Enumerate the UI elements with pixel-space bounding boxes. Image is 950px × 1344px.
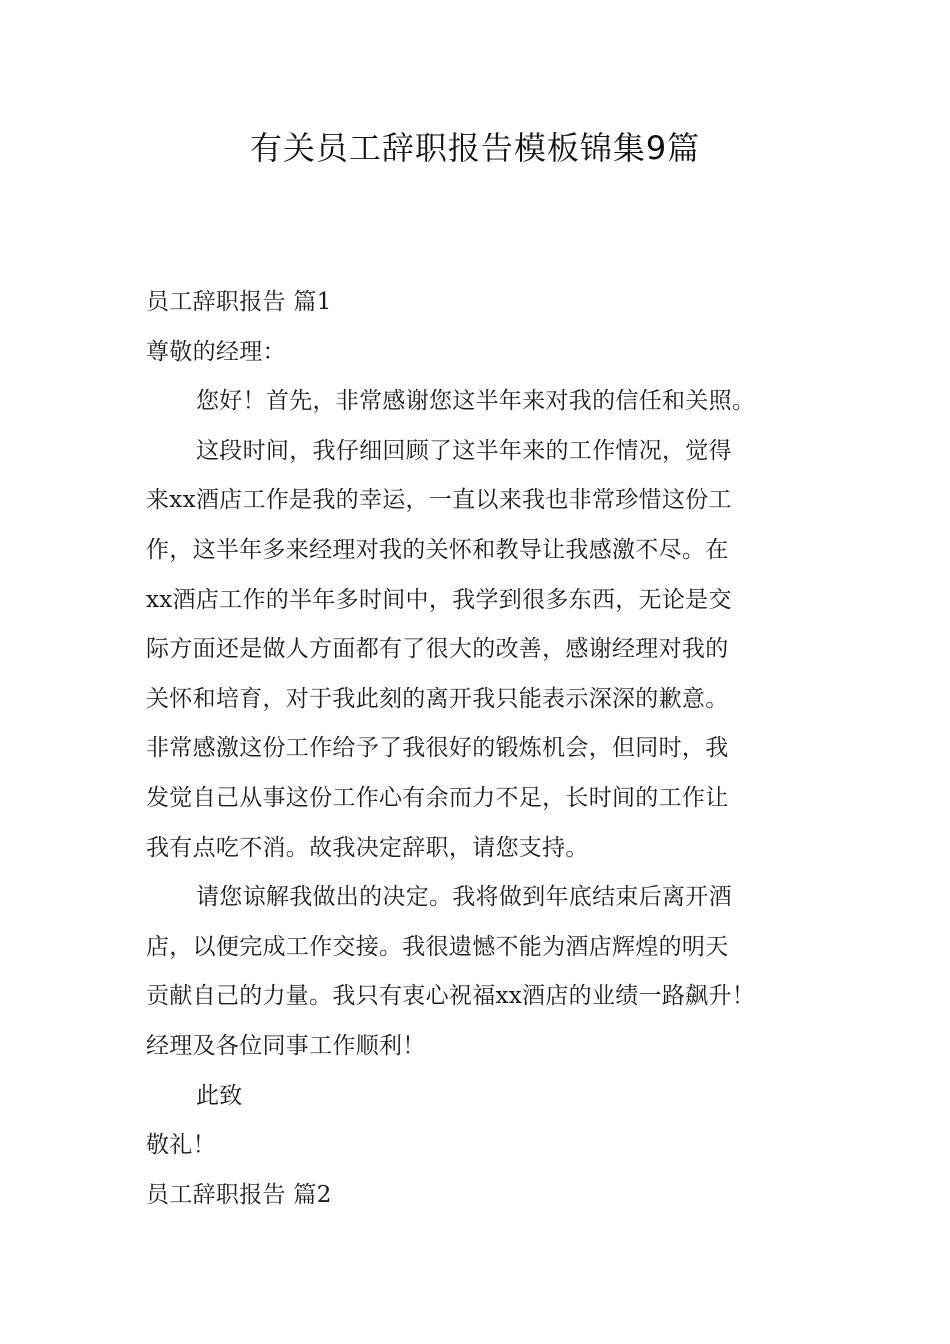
document-title: 有关员工辞职报告模板锦集9篇 <box>249 129 701 167</box>
text-line: 员工辞职报告 篇1 <box>146 289 332 315</box>
text-line: 我有点吃不消。故我决定辞职，请您支持。 <box>146 834 589 861</box>
text-line: 这段时间，我仔细回顾了这半年来的工作情况，觉得 <box>196 437 732 464</box>
text-line: 经理及各位同事工作顺利！ <box>146 1032 426 1059</box>
text-line: 非常感激这份工作给予了我很好的锻炼机会，但同时，我 <box>146 735 729 762</box>
text-line: 发觉自己从事这份工作心有余而力不足，长时间的工作让 <box>146 784 729 811</box>
document-body <box>146 278 826 1220</box>
text-line: 来xx酒店工作是我的幸运，一直以来我也非常珍惜这份工 <box>146 487 732 514</box>
text-line: 此致 <box>196 1082 243 1109</box>
text-line: 您好！首先，非常感谢您这半年来对我的信任和关照。 <box>196 388 756 415</box>
text-line: 请您谅解我做出的决定。我将做到年底结束后离开酒 <box>196 884 732 911</box>
text-line: 员工辞职报告 篇2 <box>146 1181 332 1208</box>
text-line: 际方面还是做人方面都有了很大的改善，感谢经理对我的 <box>146 636 729 663</box>
text-line: 作，这半年多来经理对我的关怀和教导让我感激不尽。在 <box>146 536 729 563</box>
text-line: 敬礼！ <box>146 1132 216 1159</box>
text-line: 尊敬的经理： <box>146 338 286 365</box>
text-line: 贡献自己的力量。我只有衷心祝福xx酒店的业绩一路飙升！ <box>146 983 756 1010</box>
text-line: 关怀和培育，对于我此刻的离开我只能表示深深的歉意。 <box>146 685 729 712</box>
text-line: xx酒店工作的半年多时间中，我学到很多东西，无论是交 <box>146 586 732 613</box>
text-line: 店，以便完成工作交接。我很遗憾不能为酒店辉煌的明天 <box>146 933 729 960</box>
